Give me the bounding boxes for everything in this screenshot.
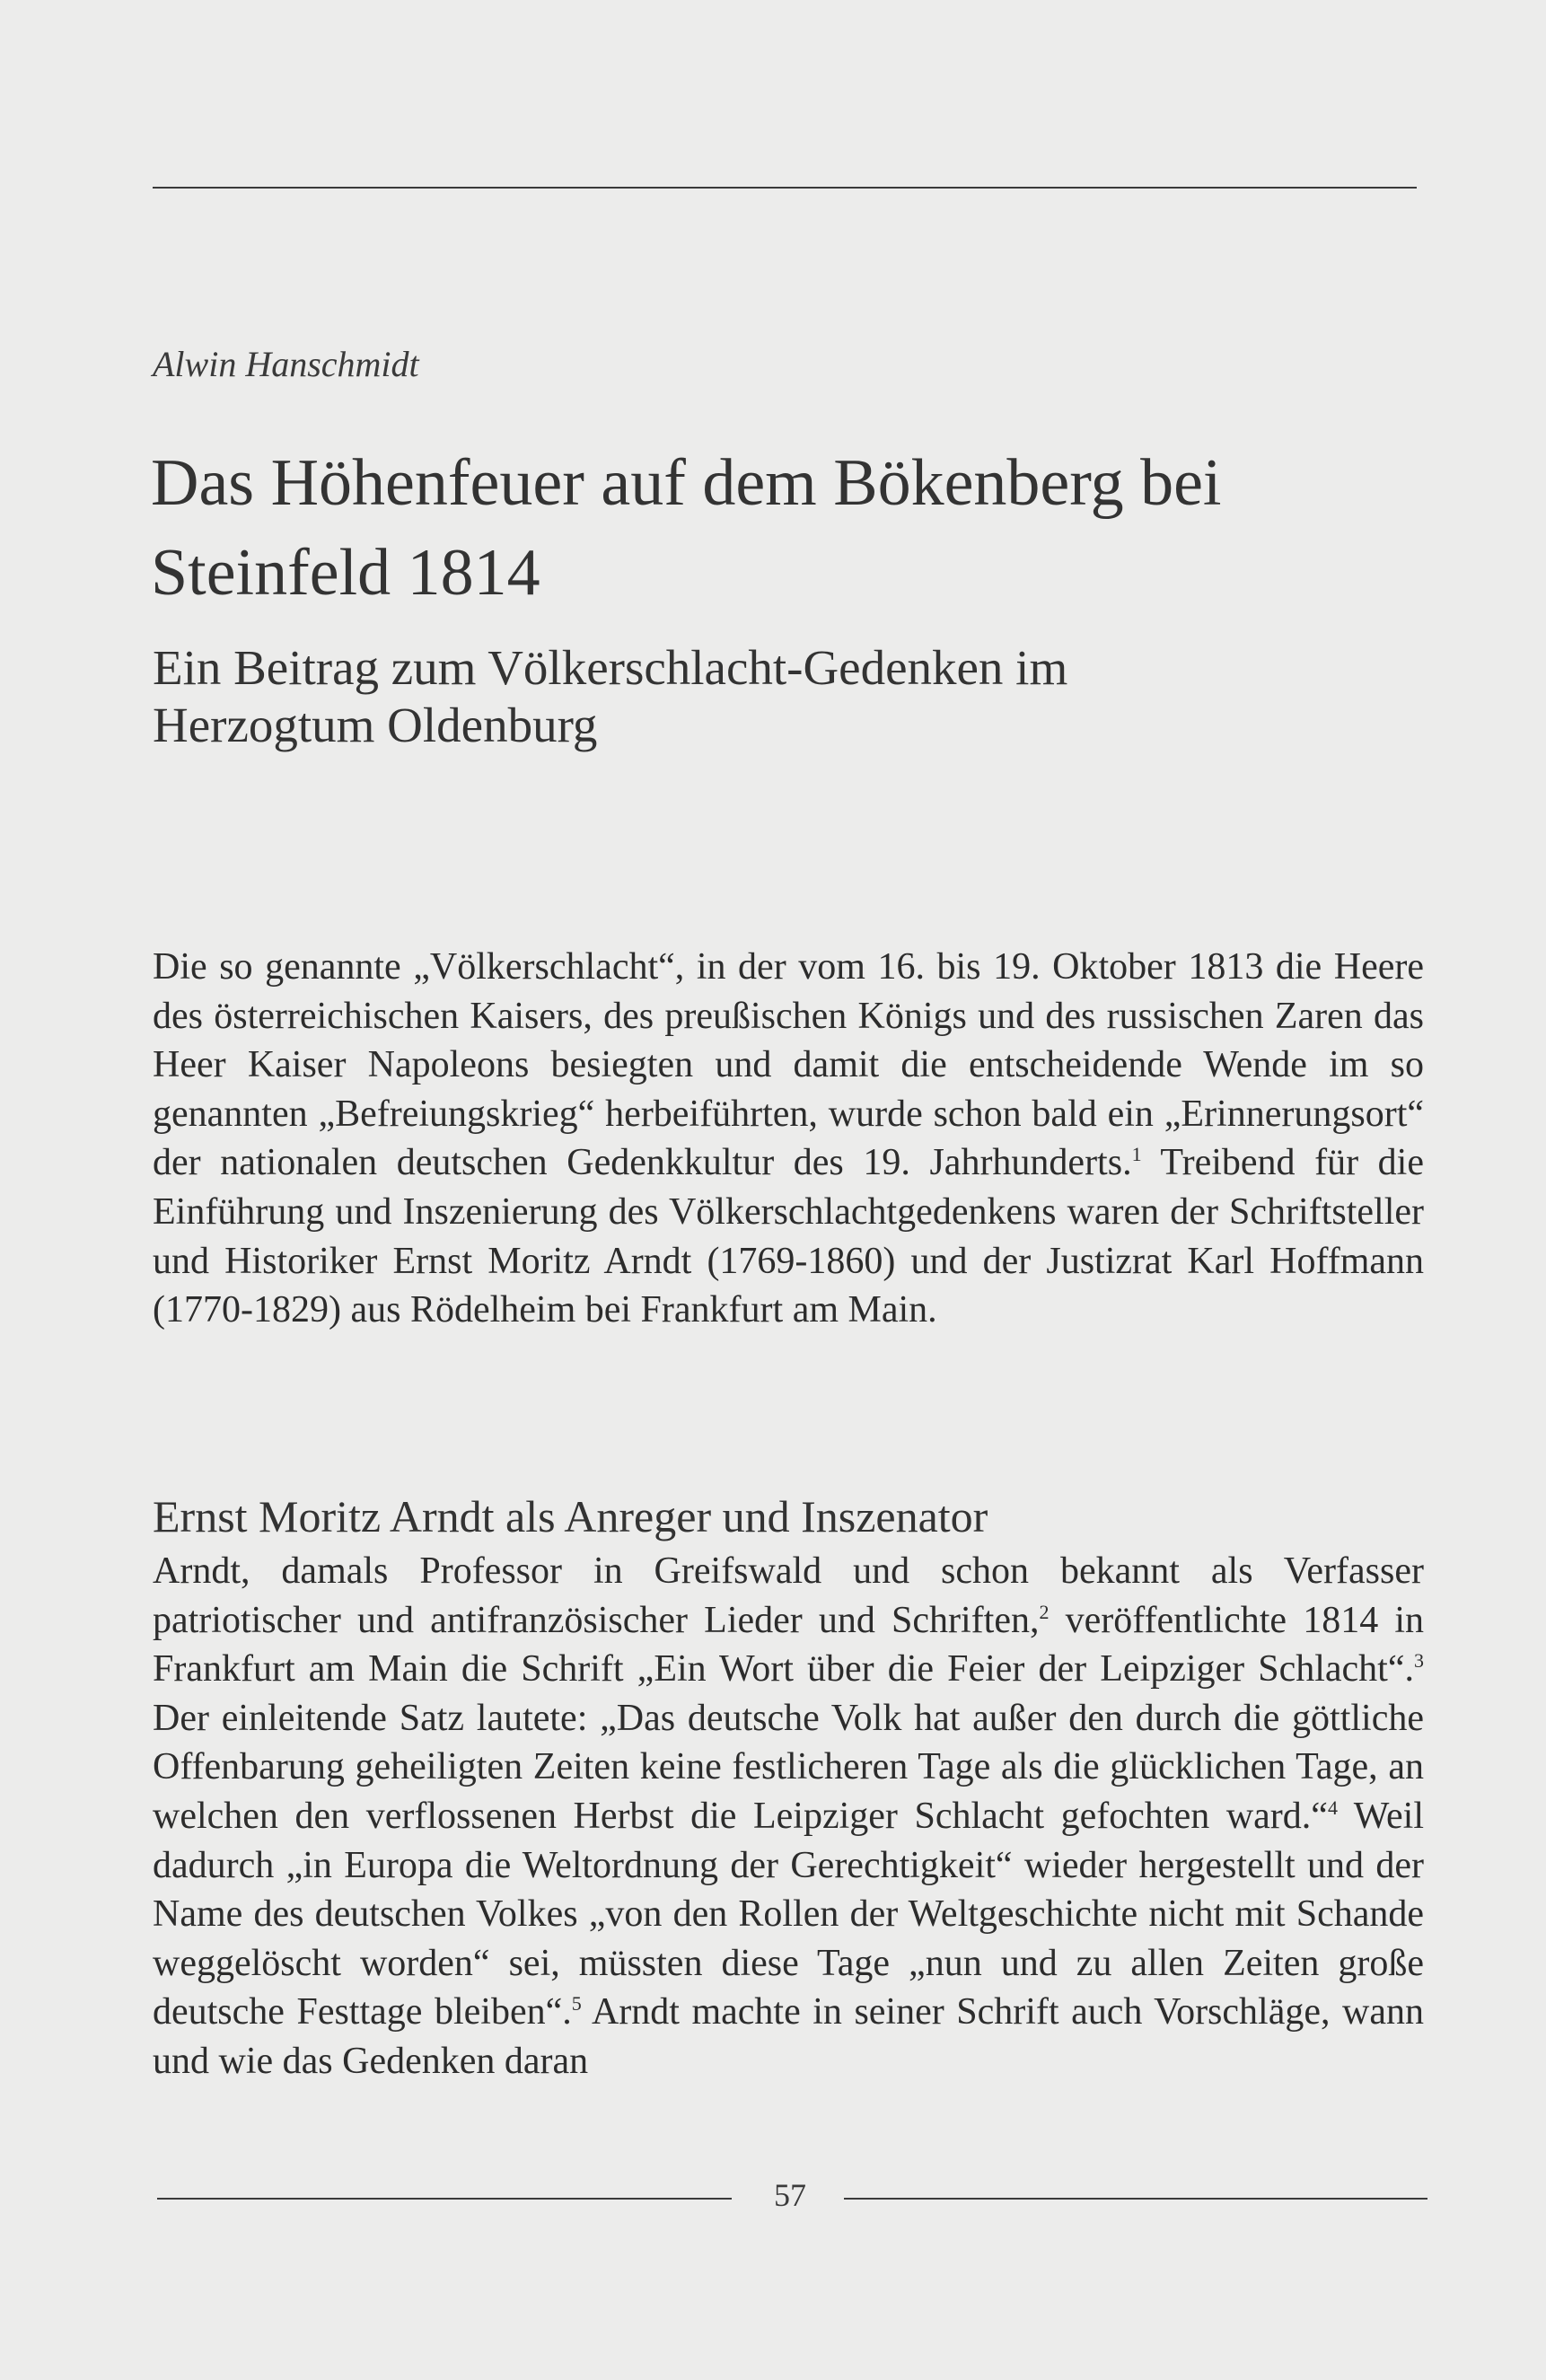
header-rule	[153, 187, 1417, 189]
intro-paragraph	[153, 943, 1424, 1335]
section-text-5: Arndt machte in seiner Schrift auch Vorschläge, wann und wie das Gedenken daran	[153, 1991, 1424, 2082]
article-title-line-1: Das Höhenfeuer auf dem Bökenberg bei	[151, 446, 1222, 520]
article-title	[151, 438, 1426, 618]
page-number: 57	[774, 2177, 806, 2213]
footnote-ref-2: 2	[1039, 1600, 1050, 1623]
article-subtitle-line-1: Ein Beitrag zum Völkerschlacht-Gedenken im	[153, 640, 1068, 695]
section-text-1: Arndt, damals Professor in Greifswald und schon bekannt als Verfasser patriotischer und antifranzösischer Lieder und Schriften,	[153, 1550, 1424, 1641]
footnote-ref-4: 4	[1327, 1796, 1338, 1819]
footer-rule-right	[844, 2198, 1427, 2200]
section-text-4: Weil dadurch „in Europa die Weltordnung der Gerechtigkeit“ wieder hergestellt und der Name des deutschen Volkes „von den Rollen der Weltgeschichte nicht mit Schande weggelöscht worden“ sei, müssten diese Tage „nun und zu allen Zeiten große deutsche Festtage bleiben“.	[153, 1795, 1425, 2033]
article-subtitle	[153, 639, 1427, 754]
section-text-2: veröffentlichte 1814 in Frankfurt am Main die Schrift „Ein Wort über die Feier der Leipziger Schlacht“.	[153, 1599, 1424, 1691]
footnote-ref-3: 3	[1414, 1649, 1424, 1673]
section-text-3: Der einleitende Satz lautete: „Das deutsche Volk hat außer den durch die göttliche Offenbarung geheiligten Zeiten keine festlicheren Tage als die glücklichen Tage, an welchen den verflossenen Herbst die Leipziger Schlacht gefochten ward.“	[153, 1697, 1424, 1837]
author-name: Alwin Hanschmidt	[153, 344, 419, 384]
intro-text-2: Treibend für die Einführung und Inszenierung des Völkerschlachtgedenkens waren der Schriftsteller und Historiker Ernst Moritz Arndt (1769-1860) und der Justizrat Karl Hoffmann (1770-1829) aus Rödelheim bei Frankfurt am Main.	[153, 1142, 1424, 1331]
section-paragraph	[153, 1547, 1424, 2086]
intro-text-1: Die so genannte „Völkerschlacht“, in der vom 16. bis 19. Oktober 1813 die Heere des österreichischen Kaisers, des preußischen Königs und des russischen Zaren das Heer Kaiser Napoleons besiegten und damit die entscheidende Wende im so genannten „Befreiungskrieg“ herbeiführten, wurde schon bald ein „Erinnerungsort“ der nationalen deutschen Gedenkkultur des 19. Jahrhunderts.	[153, 946, 1424, 1184]
footnote-ref-1: 1	[1131, 1143, 1142, 1166]
footer-rule-left	[157, 2198, 732, 2200]
section-heading: Ernst Moritz Arndt als Anreger und Inszenator	[153, 1491, 988, 1541]
footnote-ref-5: 5	[571, 1992, 582, 2016]
article-subtitle-line-2: Herzogtum Oldenburg	[153, 698, 598, 752]
article-title-line-2: Steinfeld 1814	[151, 536, 540, 610]
